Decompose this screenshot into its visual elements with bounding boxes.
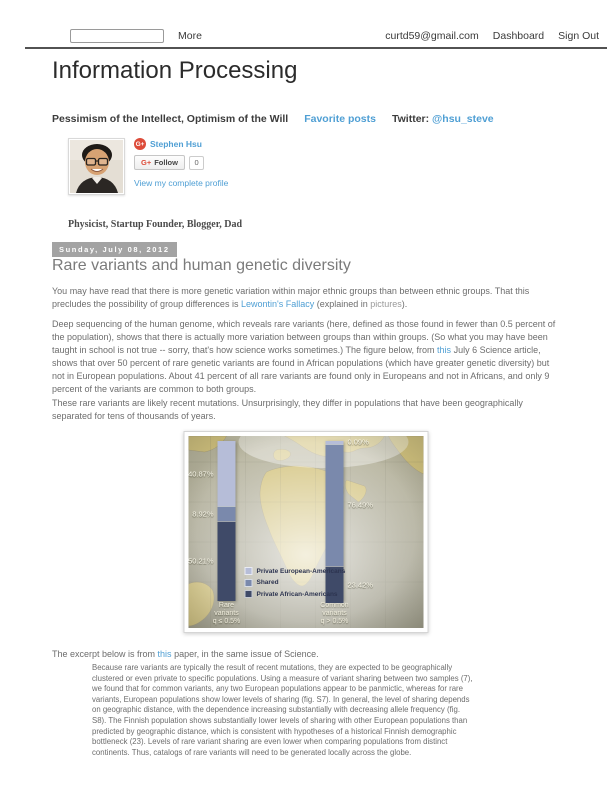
paragraph-text: paper, in the same issue of Science. — [171, 649, 319, 659]
post-date-badge: Sunday, July 08, 2012 — [52, 242, 177, 257]
bar-segment-rare-0 — [218, 441, 236, 506]
profile-bio: Physicist, Startup Founder, Blogger, Dad — [68, 219, 243, 230]
twitter-label: Twitter: — [391, 113, 430, 125]
paragraph-text: The excerpt below is from — [52, 649, 158, 659]
bar-axis-label-common: Common variants q > 0.5% — [320, 602, 349, 625]
profile-widget — [68, 138, 228, 195]
value-label: 0.09% — [347, 437, 369, 447]
follow-row — [134, 155, 228, 170]
twitter-block — [392, 113, 494, 125]
favorite-posts-link[interactable]: Favorite posts — [304, 113, 376, 125]
bar-axis-label-rare: Rare variants q ≤ 0.5% — [212, 602, 241, 625]
figure-rare-variants[interactable] — [184, 431, 429, 633]
legend-label: Private African-Americans — [256, 590, 338, 598]
legend-row — [245, 590, 346, 598]
twitter-handle-link[interactable]: @hsu_steve — [432, 113, 494, 125]
lewontins-fallacy-link[interactable]: Lewontin's Fallacy — [240, 299, 315, 309]
account-email: curtd59@gmail.com — [385, 29, 479, 42]
legend-label: Private European-Americans — [256, 567, 346, 575]
gplus-follow-button[interactable] — [134, 155, 185, 170]
follow-count-badge: 0 — [189, 156, 204, 170]
stacked-bar-rare — [218, 441, 236, 601]
view-profile-link[interactable]: View my complete profile — [134, 178, 229, 188]
value-label: 76.49% — [347, 500, 373, 510]
legend-swatch-icon — [245, 579, 253, 587]
bar-segment-rare-1 — [218, 506, 236, 520]
paragraph-text: (explained in — [314, 299, 371, 309]
chart-legend — [245, 567, 346, 602]
googleplus-icon: G+ — [141, 158, 152, 167]
legend-label: Shared — [256, 579, 279, 586]
legend-row — [245, 579, 346, 587]
post-paragraph-3: These rare variants are likely recent mutations. Unsurprisingly, they differ in populations that have been geographically separated for tens of thousands of years. — [52, 398, 523, 421]
dashboard-link[interactable]: Dashboard — [492, 29, 545, 42]
post-paragraph-2 — [52, 318, 564, 396]
paragraph-text: Deep sequencing of the human genome, which reveals rare variants (here, defined as those found in fewer than 0.5 percent of the population), shows that there is actually more variation between groups than within groups. (So what you may have been taught in school is not true -- sorry, that's how science works sometimes.) The figure below, from — [52, 319, 556, 355]
post-blockquote: Because rare variants are typically the result of recent mutations, they are expected to be geographically clustered or even private to specific populations. Using a measure of variant sharing between two samples (7), we found that for common variants, any two European populations appear to be panmictic, whereas for rare variants, European populations show lower levels of sharing (fig. S7). In general, the level of sharing depends on geographic distance, with the dependence increasing substantially with decreasing allele frequency (fig. S8). The Finnish population shows substantially lower levels of sharing with other European populations than predicted by geographic distance, which is consistent with hypotheses of a historical Finnish demographic bottleneck (23). Levels of rare variant sharing are even lower when comparing populations from distinct continents. Thus, catalogs of rare variants will need to be generated locally across the globe. — [92, 663, 473, 757]
science-article-link[interactable]: this — [437, 345, 452, 355]
chart-area — [189, 436, 424, 628]
paragraph-text: You may have read that there is more genetic variation within major ethnic groups than between ethnic groups. That this precludes the possibility of group differences is — [52, 286, 530, 309]
profile-name-link[interactable]: Stephen Hsu — [150, 139, 202, 149]
avatar-image — [70, 140, 123, 193]
avatar[interactable] — [68, 138, 125, 195]
bar-segment-rare-2 — [218, 521, 236, 601]
bar-segment-common-1 — [326, 444, 344, 566]
post-title: Rare variants and human genetic diversity — [52, 257, 351, 274]
googleplus-icon: G+ — [134, 138, 146, 150]
pictures-link[interactable]: pictures — [370, 299, 402, 309]
legend-row — [245, 567, 346, 575]
search-input[interactable] — [70, 29, 164, 43]
legend-swatch-icon — [245, 567, 253, 575]
legend-swatch-icon — [245, 590, 253, 598]
blogger-navbar — [25, 24, 607, 49]
blog-tagline: Pessimism of the Intellect, Optimism of the Will — [52, 113, 289, 125]
navbar-account-area — [385, 30, 607, 42]
blog-title: Information Processing — [52, 57, 298, 84]
value-label: 50.21% — [188, 556, 214, 566]
navbar-more-link[interactable]: More — [178, 29, 202, 42]
paragraph-text: July 6 Science article, shows that over 50 percent of rare genetic variants are found in African populations (which have greater genetic diversity) but not in European populations. About 41 percent of all rare variants are found only in Europeans and not in Africans, and only 9 percent of the variants are common to both groups. — [52, 345, 550, 394]
follow-button-label: Follow — [154, 158, 178, 167]
post-paragraph-1 — [52, 285, 564, 311]
value-label: 23.42% — [347, 580, 373, 590]
signout-link[interactable]: Sign Out — [558, 29, 599, 42]
profile-name-row — [134, 138, 228, 150]
blog-subtitle-row — [52, 113, 494, 125]
value-label: 8.92% — [192, 509, 214, 519]
paper-link[interactable]: this — [157, 649, 172, 659]
paragraph-text: ). — [401, 299, 408, 309]
value-label: 40.87% — [188, 469, 214, 479]
excerpt-intro — [52, 648, 564, 661]
